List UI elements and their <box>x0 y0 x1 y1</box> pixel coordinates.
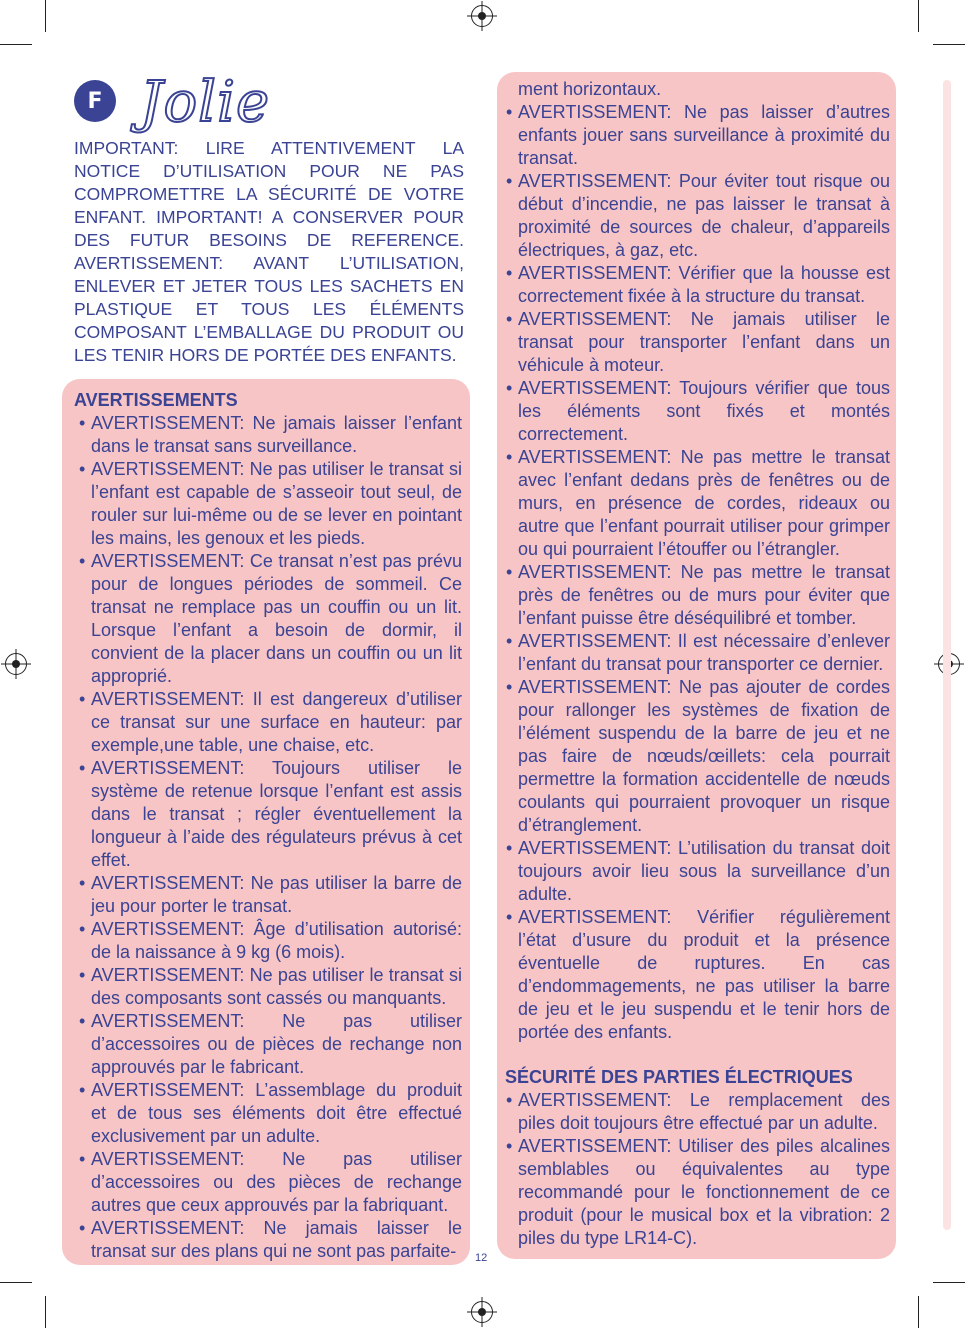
registration-mark-icon <box>5 653 27 675</box>
crop-mark <box>45 1296 46 1328</box>
language-badge: F <box>74 80 116 122</box>
warning-item: • AVERTISSEMENT: Pour éviter tout risque ou début d’incendie, ne pas laisser le transat à proximité de sources de chaleur, d’appareils électriques, à gaz, etc. <box>501 170 890 262</box>
warning-item: • AVERTISSEMENT: Ne jamais laisser l’enfant dans le transat sans surveillance. <box>74 412 462 458</box>
crop-mark <box>0 44 32 45</box>
warning-item: • AVERTISSEMENT: Ne pas laisser d’autres enfants jouer sans surveillance à proximité du transat. <box>501 101 890 170</box>
warning-item: • AVERTISSEMENT: Ne pas utiliser le transat si des composants sont cassés ou manquants. <box>74 964 462 1010</box>
registration-mark-icon <box>471 1301 493 1323</box>
crop-mark <box>933 1282 965 1283</box>
warning-item: • AVERTISSEMENT: Ne pas utiliser d’accessoires ou des pièces de rechange autres que ceux approuvés par la fabriquant. <box>74 1148 462 1217</box>
page-number: 12 <box>475 1252 488 1264</box>
warning-item: • AVERTISSEMENT: Ne pas mettre le transat près de fenêtres ou de murs pour éviter que l’enfant puisse être déséquilibré et tomber. <box>501 561 890 630</box>
warning-item: • AVERTISSEMENT: Ne jamais utiliser le transat pour transporter l’enfant dans un véhicule à moteur. <box>501 308 890 377</box>
intro-text: IMPORTANT: LIRE ATTENTIVEMENT LA NOTICE D’UTILISATION POUR NE PAS COMPROMETTRE LA SÉCURITÉ DE VOTRE ENFANT. IMPORTANT! A CONSERVER POUR DES FUTUR BESOINS DE REFERENCE. AVERTISSEMENT: AVANT L’UTILISATION, ENLEVER ET JETER TOUS LES SACHETS EN PLASTIQUE ET TOUS LES ÉLÉMENTS COMPOSANT L’EMBALLAGE DU PRODUIT OU LES TENIR HORS DE PORTÉE DES ENFANTS. <box>74 138 464 365</box>
warnings-panel-left <box>62 379 470 1265</box>
page-edge-strip <box>943 80 951 1230</box>
crop-mark <box>918 1296 919 1328</box>
warning-item: • AVERTISSEMENT: Ne pas utiliser le transat si l’enfant est capable de s’asseoir tout seul, de rouler sur lui-même ou de se lever en pointant les mains, les genoux et les pieds. <box>74 458 462 550</box>
electrical-safety-title: SÉCURITÉ DES PARTIES ÉLECTRIQUES <box>505 1067 853 1087</box>
warning-continuation: ment horizontaux. <box>518 79 662 99</box>
warnings-panel-right <box>497 72 896 1259</box>
crop-mark <box>918 0 919 32</box>
warning-item: • AVERTISSEMENT: L’utilisation du transat doit toujours avoir lieu sous la surveillance d’un adulte. <box>501 837 890 906</box>
warning-item: • AVERTISSEMENT: Ne pas utiliser la barre de jeu pour porter le transat. <box>74 872 462 918</box>
warning-item: • AVERTISSEMENT: Toujours utiliser le système de retenue lorsque l’enfant est assis dans le transat ; régler éventuellement la longueur à l’aide des régulateurs prévus à cet effet. <box>74 757 462 872</box>
warnings-title: AVERTISSEMENTS <box>74 390 238 410</box>
electrical-warnings-list <box>501 1089 890 1250</box>
crop-mark <box>45 0 46 32</box>
crop-mark <box>0 1282 32 1283</box>
warning-item: • AVERTISSEMENT: Le remplacement des piles doit toujours être effectué par un adulte. <box>501 1089 890 1135</box>
warning-item: • AVERTISSEMENT: Ne pas mettre le transat avec l’enfant dedans près de fenêtres ou de murs, en présence de cordes, rideaux ou autre que l’enfant pourrait utiliser pour grimper ou qui pourraient l’étouffer ou l’étrangler. <box>501 446 890 561</box>
warning-item: • AVERTISSEMENT: Il est nécessaire d’enlever l’enfant du transat pour transporter ce dernier. <box>501 630 890 676</box>
warning-item: • AVERTISSEMENT: Ne pas utiliser d’accessoires ou de pièces de rechange non approuvés par le fabricant. <box>74 1010 462 1079</box>
warning-item: • AVERTISSEMENT: Âge d’utilisation autorisé: de la naissance à 9 kg (6 mois). <box>74 918 462 964</box>
warning-item: • AVERTISSEMENT: L’assemblage du produit et de tous ses éléments doit être effectué exclusivement par un adulte. <box>74 1079 462 1148</box>
warning-item: • AVERTISSEMENT: Ne jamais laisser le transat sur des plans qui ne sont pas parfaite- <box>74 1217 462 1263</box>
warning-item: • AVERTISSEMENT: Vérifier régulièrement l’état d’usure du produit et la présence éventuelle de ruptures. En cas d’endommagements, ne pas utiliser la barre de jeu et le jeu suspendu et le tenir hors de portée des enfants. <box>501 906 890 1044</box>
warnings-list-left <box>74 412 462 1263</box>
crop-mark <box>933 44 965 45</box>
warning-item: • AVERTISSEMENT: Ne pas ajouter de cordes pour rallonger les systèmes de fixation de l’élément suspendu de la barre de jeu et ne pas faire de nœuds/œillets: cela pourrait permettre la formation accidentelle de nœuds coulants qui pourraient provoquer un risque d’étranglement. <box>501 676 890 837</box>
warning-item: • AVERTISSEMENT: Il est dangereux d’utiliser ce transat sur une surface en hauteur: par exemple,une table, une chaise, etc. <box>74 688 462 757</box>
brand-logo: Jolie <box>140 70 271 135</box>
warning-item: • AVERTISSEMENT: Utiliser des piles alcalines semblables ou équivalentes au type recommandé pour le fonctionnement de ce produit (pour le musical box et la vibration: 2 piles du type LR14-C). <box>501 1135 890 1250</box>
warning-item: • AVERTISSEMENT: Ce transat n’est pas prévu pour de longues périodes de sommeil. Ce transat ne remplace pas un couffin ou un lit. Lorsque l’enfant a besoin de dormir, il convient de la placer dans un couffin ou un lit approprié. <box>74 550 462 688</box>
warning-item: • AVERTISSEMENT: Vérifier que la housse est correctement fixée à la structure du transat. <box>501 262 890 308</box>
registration-mark-icon <box>471 5 493 27</box>
warning-item: • AVERTISSEMENT: Toujours vérifier que tous les éléments sont fixés et montés correctement. <box>501 377 890 446</box>
warnings-list-right <box>501 101 890 1044</box>
